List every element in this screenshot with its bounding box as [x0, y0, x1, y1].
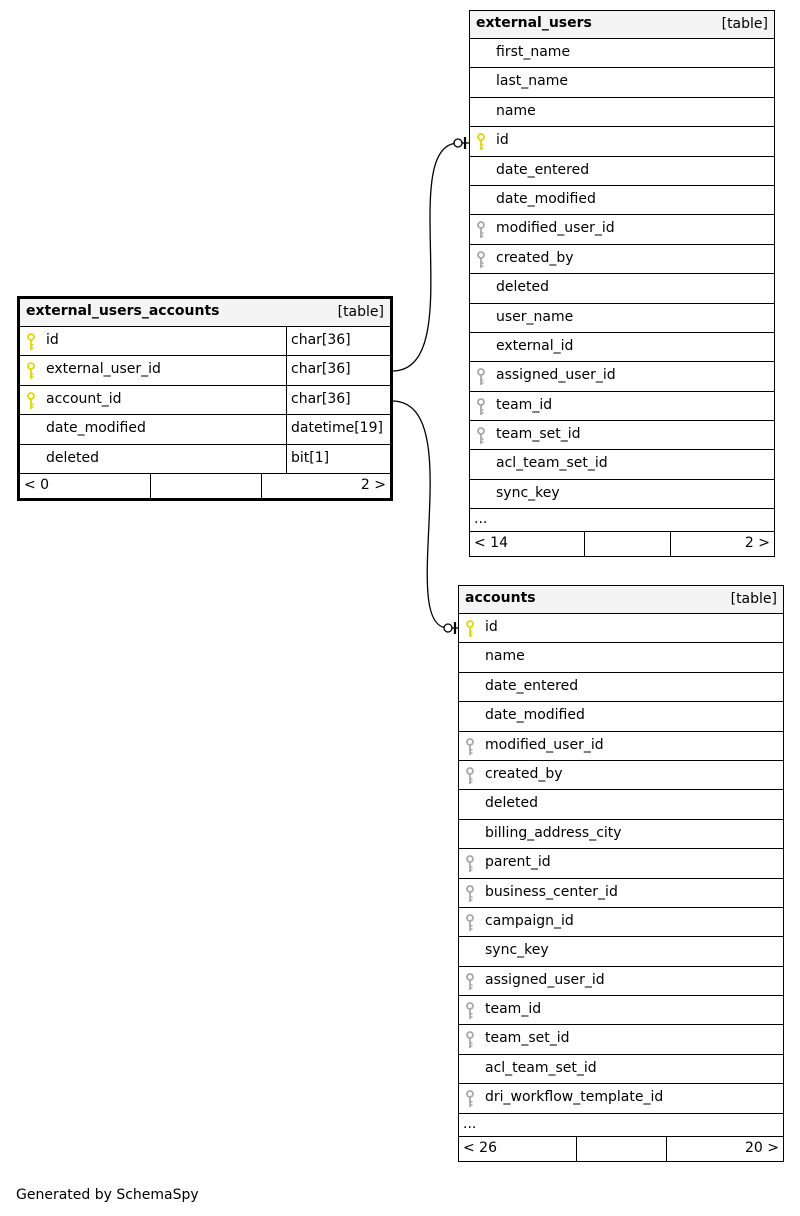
column-row[interactable]: [470, 68, 774, 97]
column-name: team_set_id: [496, 426, 581, 443]
crowfoot-accounts: [444, 622, 459, 634]
column-row[interactable]: [470, 39, 774, 68]
column-type: datetime[19]: [291, 420, 383, 437]
table-name: external_users_accounts: [26, 303, 220, 319]
column-name: business_center_id: [485, 883, 618, 900]
column-row[interactable]: [459, 790, 783, 819]
column-name-cell: [459, 761, 783, 789]
column-type: char[36]: [291, 332, 351, 348]
table-header: [459, 586, 783, 614]
table-header: [20, 299, 390, 327]
column-list: [470, 39, 774, 509]
column-type: bit[1]: [291, 449, 330, 466]
column-name: modified_user_id: [485, 736, 604, 753]
column-row[interactable]: [20, 415, 390, 444]
foreign-key-icon: [466, 1031, 474, 1049]
column-name-cell: [470, 274, 774, 302]
table-name: external_users: [476, 15, 592, 31]
foreign-key-icon: [477, 398, 485, 416]
column-name-cell: [20, 445, 286, 473]
parents-count[interactable]: < 14: [474, 535, 508, 552]
column-name-cell: [470, 450, 774, 478]
column-name: name: [496, 102, 536, 119]
column-name: last_name: [496, 73, 568, 90]
table-type: [table]: [730, 591, 777, 607]
children-count[interactable]: 2 >: [744, 535, 770, 552]
column-name: user_name: [496, 308, 574, 325]
crowfoot-external-users: [454, 137, 469, 149]
column-name: account_id: [46, 390, 122, 407]
foreign-key-icon: [466, 885, 474, 903]
primary-key-icon: [477, 133, 485, 151]
column-name-cell: [470, 157, 774, 185]
column-name: id: [496, 132, 509, 149]
column-row[interactable]: [470, 215, 774, 244]
column-name-cell: [470, 362, 774, 390]
footer-spacer: [584, 532, 671, 556]
table-footer: [459, 1137, 783, 1161]
foreign-key-icon: [477, 368, 485, 386]
foreign-key-icon: [466, 1002, 474, 1020]
column-name: name: [485, 648, 525, 665]
column-row[interactable]: [20, 386, 390, 415]
column-name-cell: [459, 879, 783, 907]
table-type: [table]: [721, 16, 768, 32]
foreign-key-icon: [466, 1090, 474, 1108]
primary-key-icon: [466, 620, 474, 638]
column-row[interactable]: [470, 392, 774, 421]
column-row[interactable]: [470, 480, 774, 509]
column-name-cell: [459, 937, 783, 965]
column-row[interactable]: [20, 356, 390, 385]
foreign-key-icon: [477, 221, 485, 239]
column-row[interactable]: [470, 362, 774, 391]
column-name-cell: [20, 356, 286, 384]
primary-key-icon: [27, 333, 35, 351]
column-name: id: [46, 332, 59, 348]
column-row[interactable]: [470, 421, 774, 450]
column-name: date_modified: [485, 707, 585, 724]
column-name-cell: [20, 327, 286, 355]
column-name-cell: [470, 480, 774, 508]
children-count[interactable]: 2 >: [360, 476, 386, 493]
column-name-cell: [459, 673, 783, 701]
column-name: team_id: [496, 396, 553, 413]
column-name-cell: [459, 967, 783, 995]
column-name-cell: [459, 1084, 783, 1112]
column-row[interactable]: [459, 1055, 783, 1084]
column-row[interactable]: [459, 673, 783, 702]
column-name-cell: [459, 908, 783, 936]
column-row[interactable]: [470, 186, 774, 215]
column-row[interactable]: [459, 908, 783, 937]
column-row[interactable]: [459, 967, 783, 996]
column-type-cell: [286, 445, 390, 473]
column-name-cell: [470, 215, 774, 243]
column-row[interactable]: [470, 333, 774, 362]
column-row[interactable]: [470, 304, 774, 333]
foreign-key-icon: [466, 738, 474, 756]
column-name: id: [485, 619, 498, 635]
column-name: deleted: [46, 449, 99, 466]
column-row[interactable]: [459, 996, 783, 1025]
column-name-cell: [470, 127, 774, 155]
foreign-key-icon: [466, 767, 474, 785]
column-type-cell: [286, 327, 390, 355]
column-row[interactable]: [470, 274, 774, 303]
column-name: assigned_user_id: [485, 971, 605, 988]
column-row[interactable]: [470, 98, 774, 127]
more-columns-ellipsis: ...: [459, 1114, 783, 1137]
column-name: date_entered: [496, 161, 590, 178]
children-count[interactable]: 20 >: [745, 1139, 779, 1156]
foreign-key-icon: [466, 973, 474, 991]
column-name: parent_id: [485, 854, 551, 871]
more-columns-ellipsis: ...: [470, 509, 774, 532]
column-name: deleted: [496, 279, 549, 296]
column-name-cell: [470, 98, 774, 126]
footer-spacer: [150, 474, 262, 498]
table-external-users[interactable]: [469, 10, 775, 557]
column-row[interactable]: [459, 761, 783, 790]
column-row[interactable]: [459, 937, 783, 966]
link-accounts: [392, 401, 448, 628]
column-name: billing_address_city: [485, 824, 622, 841]
column-name: team_id: [485, 1001, 542, 1018]
column-name: external_user_id: [46, 361, 161, 378]
column-name: sync_key: [485, 942, 549, 959]
column-name-cell: [470, 186, 774, 214]
column-name: team_set_id: [485, 1030, 570, 1047]
table-header: [470, 11, 774, 39]
parents-count[interactable]: < 26: [463, 1139, 497, 1156]
column-name: first_name: [496, 44, 571, 60]
foreign-key-icon: [477, 427, 485, 445]
column-name: campaign_id: [485, 912, 574, 929]
generated-by-credit: Generated by SchemaSpy: [16, 1187, 199, 1203]
foreign-key-icon: [466, 855, 474, 873]
table-footer: [470, 532, 774, 556]
table-accounts[interactable]: [458, 585, 784, 1162]
footer-spacer: [576, 1137, 667, 1161]
column-name: created_by: [496, 249, 574, 266]
column-list: [20, 327, 390, 474]
column-type: char[36]: [291, 361, 351, 378]
column-name: created_by: [485, 765, 563, 782]
column-name: assigned_user_id: [496, 367, 616, 384]
table-footer: [20, 474, 390, 498]
column-type-cell: [286, 356, 390, 384]
column-name-cell: [459, 1055, 783, 1083]
column-name: external_id: [496, 337, 574, 354]
column-name: dri_workflow_template_id: [485, 1089, 664, 1106]
column-row[interactable]: [470, 127, 774, 156]
column-row[interactable]: [459, 643, 783, 672]
table-name: accounts: [465, 590, 536, 606]
column-name-cell: [470, 333, 774, 361]
column-row[interactable]: [470, 450, 774, 479]
column-name-cell: [459, 643, 783, 671]
table-type: [table]: [337, 304, 384, 320]
column-name: sync_key: [496, 484, 560, 501]
column-name: acl_team_set_id: [496, 455, 608, 472]
column-name: date_entered: [485, 677, 579, 694]
column-name-cell: [459, 702, 783, 730]
primary-key-icon: [27, 362, 35, 380]
column-type-cell: [286, 415, 390, 443]
column-type: char[36]: [291, 390, 351, 407]
column-row[interactable]: [470, 157, 774, 186]
column-name: modified_user_id: [496, 220, 615, 237]
column-row[interactable]: [459, 1025, 783, 1054]
column-name: acl_team_set_id: [485, 1059, 597, 1076]
column-row[interactable]: [459, 702, 783, 731]
column-name-cell: [470, 304, 774, 332]
column-name-cell: [459, 820, 783, 848]
column-name: date_modified: [46, 420, 146, 437]
column-row[interactable]: [470, 245, 774, 274]
column-row[interactable]: [20, 327, 390, 356]
column-name-cell: [470, 68, 774, 96]
column-row[interactable]: [459, 1084, 783, 1113]
column-list: [459, 614, 783, 1114]
table-external-users-accounts[interactable]: [17, 296, 393, 501]
column-name-cell: [459, 790, 783, 818]
column-name-cell: [459, 849, 783, 877]
link-external-users: [392, 143, 458, 371]
column-row[interactable]: [459, 614, 783, 643]
column-name-cell: [459, 996, 783, 1024]
column-name-cell: [470, 421, 774, 449]
column-name-cell: [459, 1025, 783, 1053]
foreign-key-icon: [466, 914, 474, 932]
column-name-cell: [20, 386, 286, 414]
column-row[interactable]: [459, 879, 783, 908]
parents-count[interactable]: < 0: [24, 476, 50, 493]
column-name-cell: [459, 614, 783, 642]
primary-key-icon: [27, 392, 35, 410]
column-name-cell: [470, 39, 774, 67]
foreign-key-icon: [477, 251, 485, 269]
column-name-cell: [20, 415, 286, 443]
column-row[interactable]: [459, 849, 783, 878]
column-name: date_modified: [496, 190, 596, 207]
column-row[interactable]: [20, 445, 390, 474]
column-row[interactable]: [459, 732, 783, 761]
column-name-cell: [470, 392, 774, 420]
column-name-cell: [470, 245, 774, 273]
column-type-cell: [286, 386, 390, 414]
column-row[interactable]: [459, 820, 783, 849]
column-name-cell: [459, 732, 783, 760]
column-name: deleted: [485, 795, 538, 812]
